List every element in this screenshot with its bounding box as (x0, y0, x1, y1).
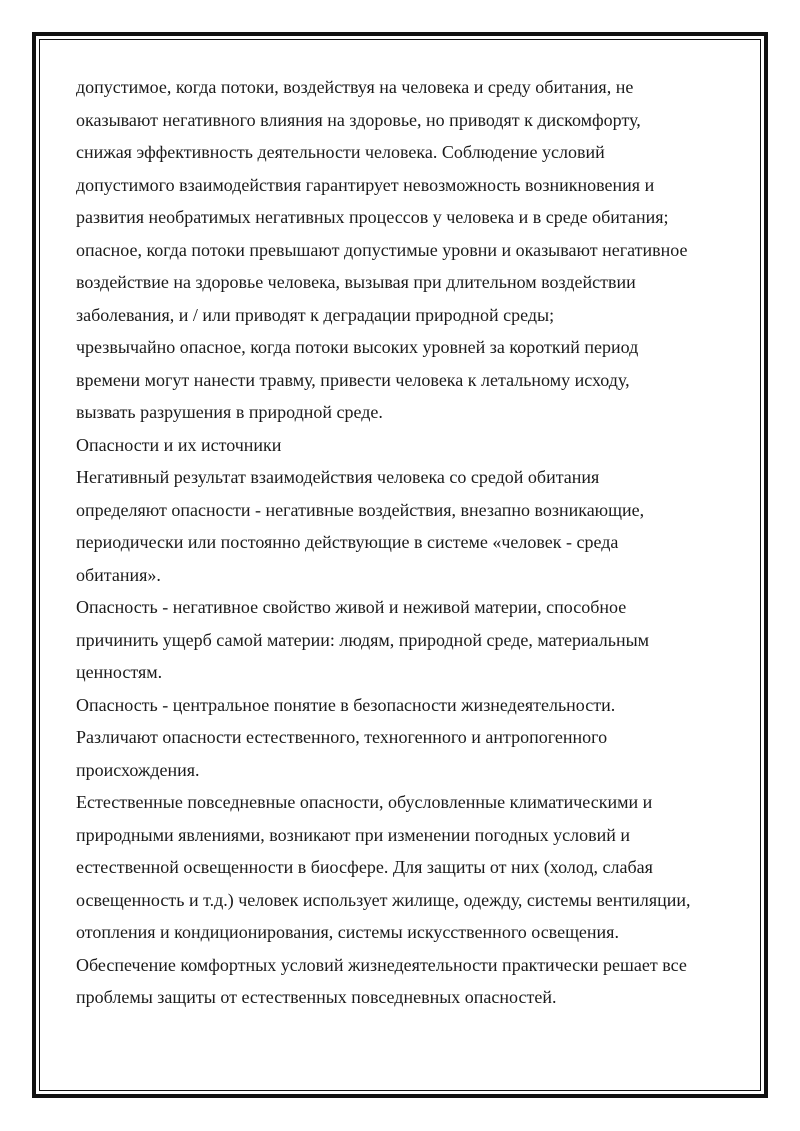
text-line: проблемы защиты от естественных повседневных опасностей. (76, 987, 557, 1007)
text-line: обитания». (76, 564, 161, 585)
text-line: освещенность и т.д.) человек использует жилище, одежду, системы вентиляции, (76, 889, 691, 910)
text-line: определяют опасности - негативные воздействия, внезапно возникающие, (76, 499, 645, 520)
text-line: Опасность - центральное понятие в безопасности жизнедеятельности. (76, 694, 616, 715)
text-line: периодически или постоянно действующие в системе «человек - среда (76, 532, 619, 552)
text-line: отопления и кондиционирования, системы искусственного освещения. (76, 922, 619, 942)
text-line: чрезвычайно опасное, когда потоки высоких уровней за короткий период (76, 337, 639, 357)
text-line: развития необратимых негативных процессов у человека и в среде обитания; (76, 207, 669, 227)
text-line: Негативный результат взаимодействия человека со средой обитания (76, 467, 600, 487)
text-line: заболевания, и / или приводят к деградации природной среды; (76, 304, 555, 325)
text-line: Обеспечение комфортных условий жизнедеятельности практически решает все (76, 954, 687, 975)
text-line: Опасность - негативное свойство живой и неживой материи, способное (76, 597, 627, 617)
text-line: допустимое, когда потоки, воздействуя на человека и среду обитания, не (76, 77, 634, 97)
text-line: вызвать разрушения в природной среде. (76, 402, 383, 422)
text-line: оказывают негативного влияния на здоровье, но приводят к дискомфорту, (76, 109, 641, 130)
section-heading: Опасности и их источники (76, 434, 282, 455)
text-line: происхождения. (76, 759, 200, 780)
text-line: природными явлениями, возникают при изменении погодных условий и (76, 824, 630, 845)
text-line: воздействие на здоровье человека, вызывая при длительном воздействии (76, 272, 636, 292)
text-line: допустимого взаимодействия гарантирует невозможность возникновения и (76, 174, 655, 195)
document-body (76, 71, 728, 1014)
text-line: снижая эффективность деятельности человека. Соблюдение условий (76, 142, 605, 162)
text-line: ценностям. (76, 662, 163, 682)
text-line: опасное, когда потоки превышают допустимые уровни и оказывают негативное (76, 239, 688, 260)
text-line: Естественные повседневные опасности, обусловленные климатическими и (76, 792, 653, 812)
text-line: Различают опасности естественного, техногенного и антропогенного (76, 727, 608, 747)
text-line: естественной освещенности в биосфере. Для защиты от них (холод, слабая (76, 857, 653, 877)
text-line: причинить ущерб самой материи: людям, природной среде, материальным (76, 629, 650, 650)
text-line: времени могут нанести травму, привести человека к летальному исходу, (76, 369, 630, 390)
